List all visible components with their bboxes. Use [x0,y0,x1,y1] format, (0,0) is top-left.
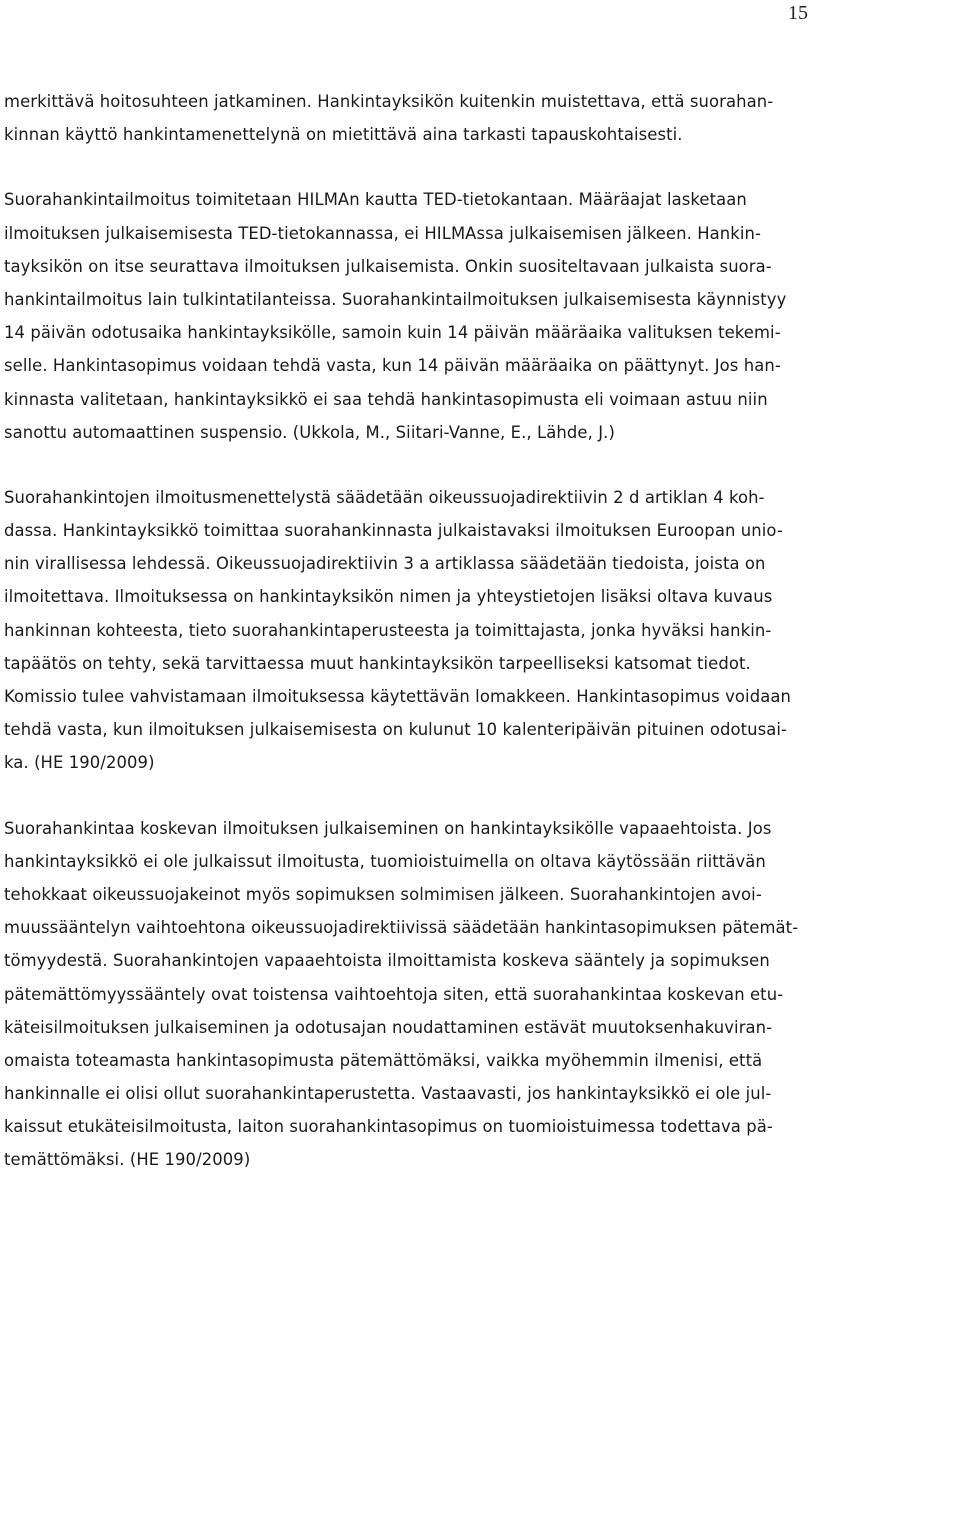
text-line: hankintayksikkö ei ole julkaissut ilmoitusta, tuomioistuimella on oltava käytössään riittävän [4,851,766,871]
page-number: 15 [788,2,808,24]
text-line: ilmoitettava. Ilmoituksessa on hankintayksikön nimen ja yhteystietojen lisäksi oltava kuvaus [4,587,773,607]
text-line: omaista toteamasta hankintasopimusta pätemättömäksi, vaikka myöhemmin ilmenisi, että [4,1050,763,1070]
paragraph-2 [4,183,816,449]
paragraph-1 [4,85,816,151]
text-line: ka. (HE 190/2009) [4,753,155,773]
text-line: hankinnan kohteesta, tieto suorahankintaperusteesta ja toimittajasta, jonka hyväksi hankin- [4,620,772,640]
text-line: kaissut etukäteisilmoitusta, laiton suorahankintasopimus on tuomioistuimessa todettava pä- [4,1117,773,1137]
text-line: selle. Hankintasopimus voidaan tehdä vasta, kun 14 päivän määräaika on päättynyt. Jos han- [4,356,781,376]
text-line: 14 päivän odotusaika hankintayksikölle, samoin kuin 14 päivän määräaika valituksen tekemi- [4,323,781,343]
text-line: käteisilmoituksen julkaiseminen ja odotusajan noudattaminen estävät muutoksenhakuviran- [4,1017,773,1037]
text-line: kinnasta valitetaan, hankintayksikkö ei saa tehdä hankintasopimusta eli voimaan astuu niin [4,389,768,409]
paragraph-3 [4,481,816,780]
text-line: pätemättömyyssääntely ovat toistensa vaihtoehtoja siten, että suorahankintaa koskevan etu- [4,984,784,1004]
text-line: sanottu automaattinen suspensio. (Ukkola, M., Siitari-Vanne, E., Lähde, J.) [4,422,615,442]
text-line: temättömäksi. (HE 190/2009) [4,1150,251,1170]
text-line: dassa. Hankintayksikkö toimittaa suorahankinnasta julkaistavaksi ilmoituksen Euroopan unio- [4,521,783,541]
text-line: Komissio tulee vahvistamaan ilmoituksessa käytettävän lomakkeen. Hankintasopimus voidaan [4,687,791,706]
text-line: hankintailmoitus lain tulkintatilanteissa. Suorahankintailmoituksen julkaisemisesta käynnistyy [4,289,787,309]
text-line: ilmoituksen julkaisemisesta TED-tietokannassa, ei HILMAssa julkaisemisen jälkeen. Hankin- [4,223,762,243]
text-line: nin virallisessa lehdessä. Oikeussuojadirektiivin 3 a artiklassa säädetään tiedoista, joista on [4,554,766,574]
text-line: tapäätös on tehty, sekä tarvittaessa muut hankintayksikön tarpeelliseksi katsomat tiedot. [4,653,751,673]
text-line: Suorahankintailmoitus toimitetaan HILMAn kautta TED-tietokantaan. Määräajat lasketaan [4,190,747,210]
text-line: tehdä vasta, kun ilmoituksen julkaisemisesta on kulunut 10 kalenteripäivän pituinen odotusai- [4,720,788,740]
text-line: tehokkaat oikeussuojakeinot myös sopimuksen solmimisen jälkeen. Suorahankintojen avoi- [4,884,762,904]
text-line: kinnan käyttö hankintamenettelynä on mietittävä aina tarkasti tapauskohtaisesti. [4,125,683,145]
paragraph-4 [4,812,816,1177]
text-line: tayksikön on itse seurattava ilmoituksen julkaisemista. Onkin suositeltavaan julkaista suora- [4,256,772,276]
text-line: muussääntelyn vaihtoehtona oikeussuojadirektiivissä säädetään hankintasopimuksen pätemät- [4,918,799,938]
text-line: Suorahankintaa koskevan ilmoituksen julkaiseminen on hankintayksikölle vapaaehtoista. Jos [4,818,772,838]
text-line: tömyydestä. Suorahankintojen vapaaehtoista ilmoittamista koskeva sääntely ja sopimuksen [4,951,770,971]
text-line: hankinnalle ei olisi ollut suorahankintaperustetta. Vastaavasti, jos hankintayksikkö ei ole jul- [4,1084,772,1104]
document-body [4,85,816,1177]
text-line: merkittävä hoitosuhteen jatkaminen. Hankintayksikön kuitenkin muistettava, että suorahan- [4,92,774,111]
text-line: Suorahankintojen ilmoitusmenettelystä säädetään oikeussuojadirektiivin 2 d artiklan 4 koh- [4,487,765,507]
